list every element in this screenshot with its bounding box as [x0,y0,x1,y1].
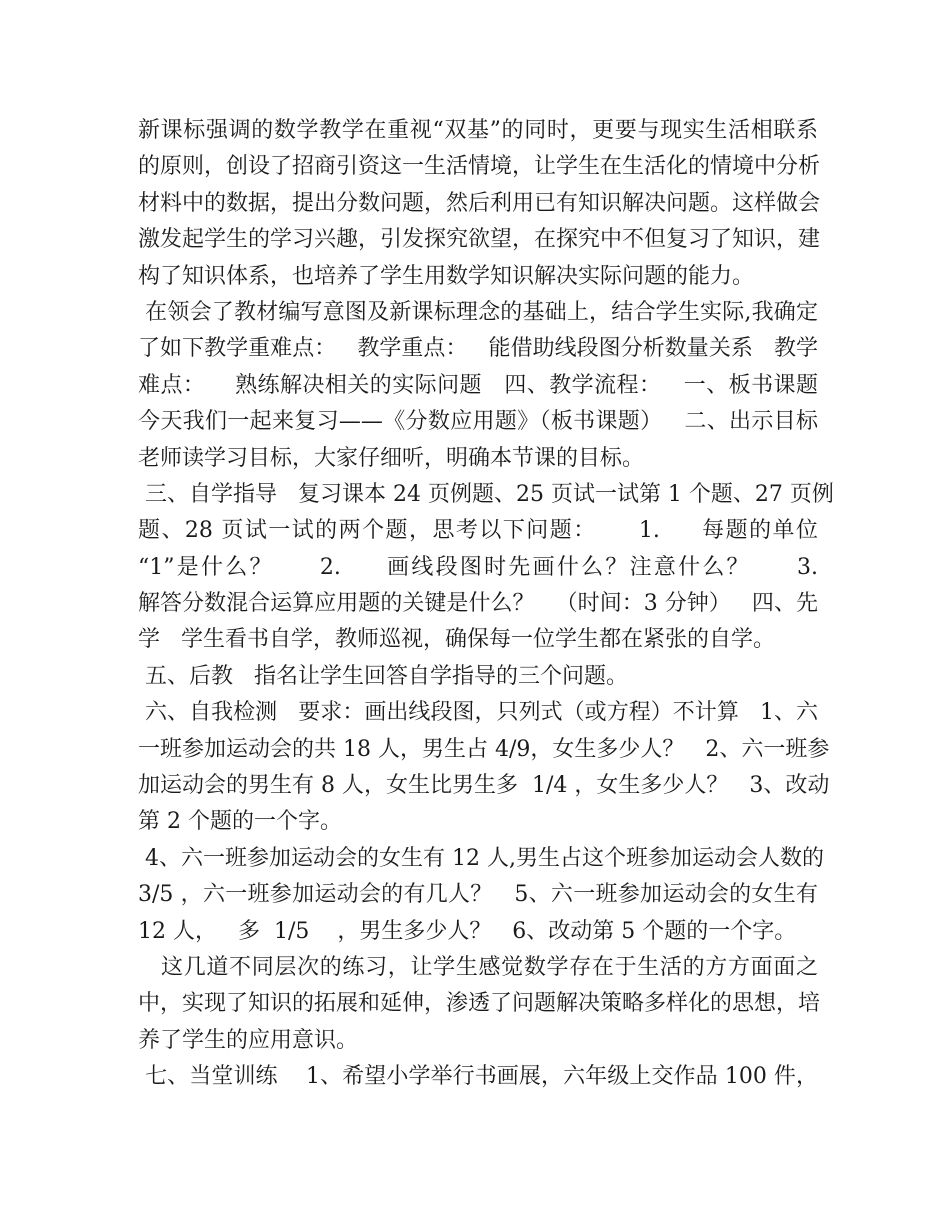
text-line: 材料中的数据，提出分数问题，然后利用已有知识解决问题。这样做会 [138,190,821,216]
text-line: “1”是什么？ 2. 画线段图时先画什么？注意什么？ 3. [138,554,818,580]
text-line: 构了知识体系，也培养了学生用数学知识解决实际问题的能力。 [138,263,755,289]
text-line: 了如下教学重难点： 教学重点： 能借助线段图分析数量关系 教学 [138,336,818,362]
text-line: 激发起学生的学习兴趣，引发探究欲望，在探究中不但复习了知识，建 [138,227,821,253]
text-line: 七、当堂训练 1、希望小学举行书画展，六年级上交作品 100 件， [138,1064,818,1090]
document-body [138,113,834,1096]
text-line: 第 2 个题的一个字。 [138,809,342,835]
text-line: 养了学生的应用意识。 [138,1027,359,1053]
text-line: 老师读学习目标，大家仔细听，明确本节课的目标。 [138,445,645,471]
text-line: 这几道不同层次的练习，让学生感觉数学存在于生活的方方面面之 [138,954,818,980]
text-line: 一班参加运动会的共 18 人，男生占 4/9，女生多少人？ 2、六一班参 [138,736,830,762]
text-line: 学 学生看书自学，教师巡视，确保每一位学生都在紧张的自学。 [138,627,775,653]
text-line: 题、28 页试一试的两个题，思考以下问题： 1. 每题的单位 [138,518,818,544]
text-line: 加运动会的男生有 8 人，女生比男生多 1/4 ，女生多少人？ 3、改动 [138,773,830,799]
text-line: 今天我们一起来复习——《分数应用题》（板书课题） 二、出示目标 [138,409,818,435]
text-line: 4、六一班参加运动会的女生有 12 人,男生占这个班参加运动会人数的 [138,845,824,871]
text-line: 三、自学指导 复习课本 24 页例题、25 页试一试第 1 个题、27 页例 [138,481,834,507]
text-line: 在领会了教材编写意图及新课标理念的基础上，结合学生实际,我确定 [138,299,818,325]
text-line: 六、自我检测 要求：画出线段图，只列式（或方程）不计算 1、六 [138,700,818,726]
text-line: 中，实现了知识的拓展和延伸，渗透了问题解决策略多样化的思想，培 [138,991,821,1017]
text-line: 解答分数混合运算应用题的关键是什么？ （时间：3 分钟） 四、先 [138,591,818,617]
text-line: 五、后教 指名让学生回答自学指导的三个问题。 [138,663,628,689]
text-line: 3/5 ，六一班参加运动会的有几人？ 5、六一班参加运动会的女生有 [138,882,818,908]
text-line: 难点： 熟练解决相关的实际问题 四、教学流程： 一、板书课题 [138,372,818,398]
text-line: 新课标强调的数学教学在重视“双基”的同时，更要与现实生活相联系 [138,118,818,143]
text-line: 12 人， 多 1/5 ，男生多少人？ 6、改动第 5 个题的一个字。 [138,918,797,944]
text-line: 的原则，创设了招商引资这一生活情境，让学生在生活化的情境中分析 [138,154,821,180]
